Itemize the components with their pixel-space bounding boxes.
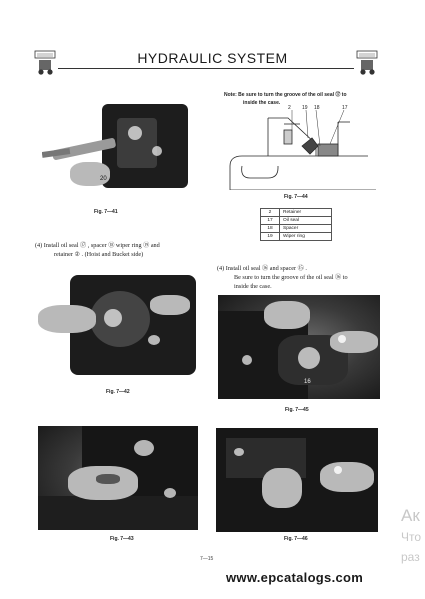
part-name: Retainer [280,209,332,217]
part-name: Spacer [280,225,332,233]
diagram-label-19: 19 [302,105,308,111]
photo-callout-16: 16 [304,379,311,385]
part-number: 18 [261,225,280,233]
diagram-label-18: 18 [314,105,320,111]
watermark-text-1: Ак [401,506,420,525]
diagram-label-17: 17 [342,105,348,111]
watermark-text-2: Что [401,530,422,544]
caption-fig-7-44: Fig. 7—44 [284,194,308,200]
photo-fig-7-45 [218,295,380,399]
part-number: 2 [261,209,280,217]
table-row [261,217,332,225]
caption-fig-7-43: Fig. 7—43 [110,536,134,542]
page-number: 7—15 [200,556,214,562]
note-line-1: Note: Be sure to turn the groove of the oil seal ⑰ to [224,92,347,98]
table-row [261,209,332,217]
photo-fig-7-46 [216,428,378,532]
step-right-line-2: Be sure to turn the groove of the oil seal ⑯ to [234,274,348,281]
watermark-text-3: раз [401,550,420,564]
seal-diagram-fig-7-44 [228,104,378,190]
caption-fig-7-46: Fig. 7—46 [284,536,308,542]
parts-table [260,208,332,241]
part-name: Oil seal [280,217,332,225]
header-rule [58,68,354,69]
part-number: 17 [261,217,280,225]
caption-fig-7-45: Fig. 7—45 [285,407,309,413]
page-title: HYDRAULIC SYSTEM [137,50,288,66]
caption-fig-7-42: Fig. 7—42 [106,389,130,395]
part-name: Wiper ring [280,233,332,241]
diagram-label-2: 2 [288,105,291,111]
note-line-2: inside the case. [243,100,281,106]
part-number: 19 [261,233,280,241]
photo-fig-7-41 [42,96,190,200]
caption-fig-7-41: Fig. 7—41 [94,209,118,215]
step-right-line-3: inside the case. [234,283,272,290]
photo-fig-7-42 [38,275,196,381]
step-left-line-2: retainer ② . (Hoist and Bucket side) [54,251,144,258]
watermark-site: www.epcatalogs.com [226,570,364,585]
step-left-line-1: (4) Install oil seal ⑰ , spacer ⑱ wiper ring ⑲ and [35,242,160,249]
table-row [261,225,332,233]
table-row [261,233,332,241]
photo-fig-7-43 [38,426,198,530]
step-right-line-1: (4) Install oil seal ⑯ and spacer ⑮ . [217,265,307,272]
photo-callout-20: 20 [100,176,107,182]
